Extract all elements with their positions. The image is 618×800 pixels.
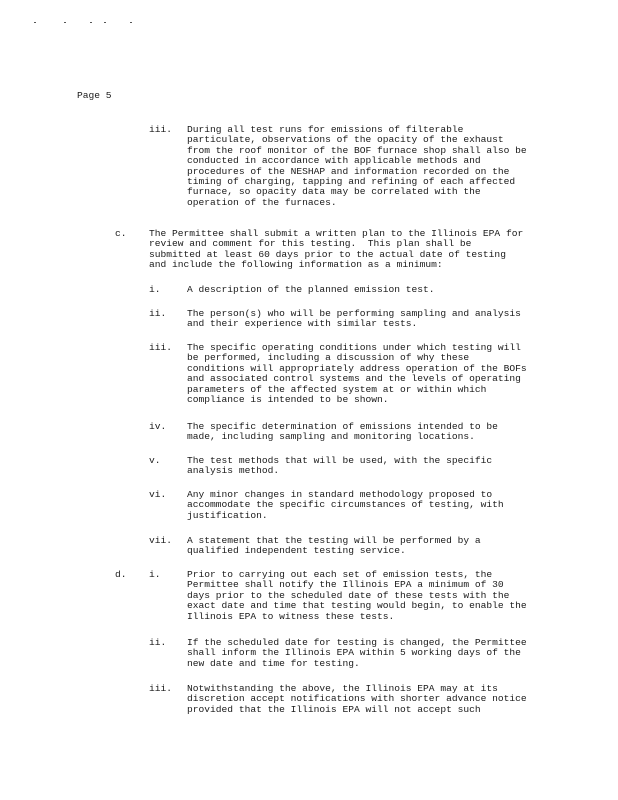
item-label-c-i: i.	[149, 284, 161, 295]
scan-speck	[130, 22, 132, 23]
scan-specks	[34, 20, 144, 26]
item-text-c-vii: A statement that the testing will be performed by a qualified independent testing service.	[187, 535, 481, 557]
item-label-c-iii: iii.	[149, 342, 173, 353]
item-label-iii: iii.	[149, 124, 173, 135]
item-text-c-iv: The specific determination of emissions intended to be made, including sampling and monitoring locations.	[187, 421, 498, 443]
scan-speck	[34, 22, 36, 23]
item-text-d-i: Prior to carrying out each set of emission tests, the Permittee shall notify the Illinois EPA a minimum of 30 days prior to the scheduled date of these tests with the exact date and time that testing would begin, to enable the Illinois EPA to witness these tests.	[187, 569, 527, 622]
scan-speck	[90, 22, 92, 23]
scan-speck	[104, 22, 106, 23]
item-label-d-ii: ii.	[149, 637, 167, 648]
item-label-d-iii: iii.	[149, 683, 173, 694]
section-text-c: The Permittee shall submit a written plan to the Illinois EPA for review and comment for this testing. This plan shall be submitted at least 60 days prior to the actual date of testing and include the following information as a minimum:	[149, 228, 524, 271]
item-text-c-iii: The specific operating conditions under which testing will be performed, including a discussion of why these conditions will appropriately address operation of the BOFs and associated control systems and the levels of operating parameters of the affected system at or within which compliance is intended to be shown.	[187, 342, 527, 406]
section-label-d: d.	[115, 569, 127, 580]
scan-speck	[64, 22, 66, 23]
item-text-c-vi: Any minor changes in standard methodology proposed to accommodate the specific circumstances of testing, with justification.	[187, 489, 504, 521]
item-text-c-v: The test methods that will be used, with the specific analysis method.	[187, 455, 493, 477]
item-text-c-ii: The person(s) who will be performing sampling and analysis and their experience with similar tests.	[187, 308, 521, 330]
item-text-d-ii: If the scheduled date for testing is changed, the Permittee shall inform the Illinois EPA within 5 working days of the new date and time for testing.	[187, 637, 527, 669]
item-label-c-v: v.	[149, 455, 161, 466]
item-text-c-i: A description of the planned emission test.	[187, 284, 435, 295]
item-text-d-iii: Notwithstanding the above, the Illinois EPA may at its discretion accept notifications with shorter advance notice provided that the Illinois EPA will not accept such	[187, 683, 527, 715]
section-label-c: c.	[115, 228, 127, 239]
page-number: Page 5	[77, 90, 112, 101]
item-text-iii: During all test runs for emissions of filterable particulate, observations of the opacity of the exhaust from the roof monitor of the BOF furnace shop shall also be conducted in accordance with applicable methods and procedures of the NESHAP and information recorded on the timing of charging, tapping and refining of each affected furnace, so opacity data may be correlated with the operation of the furnaces.	[187, 124, 527, 208]
item-label-c-vi: vi.	[149, 489, 167, 500]
item-label-c-vii: vii.	[149, 535, 173, 546]
item-label-c-ii: ii.	[149, 308, 167, 319]
item-label-d-i: i.	[149, 569, 161, 580]
item-label-c-iv: iv.	[149, 421, 167, 432]
